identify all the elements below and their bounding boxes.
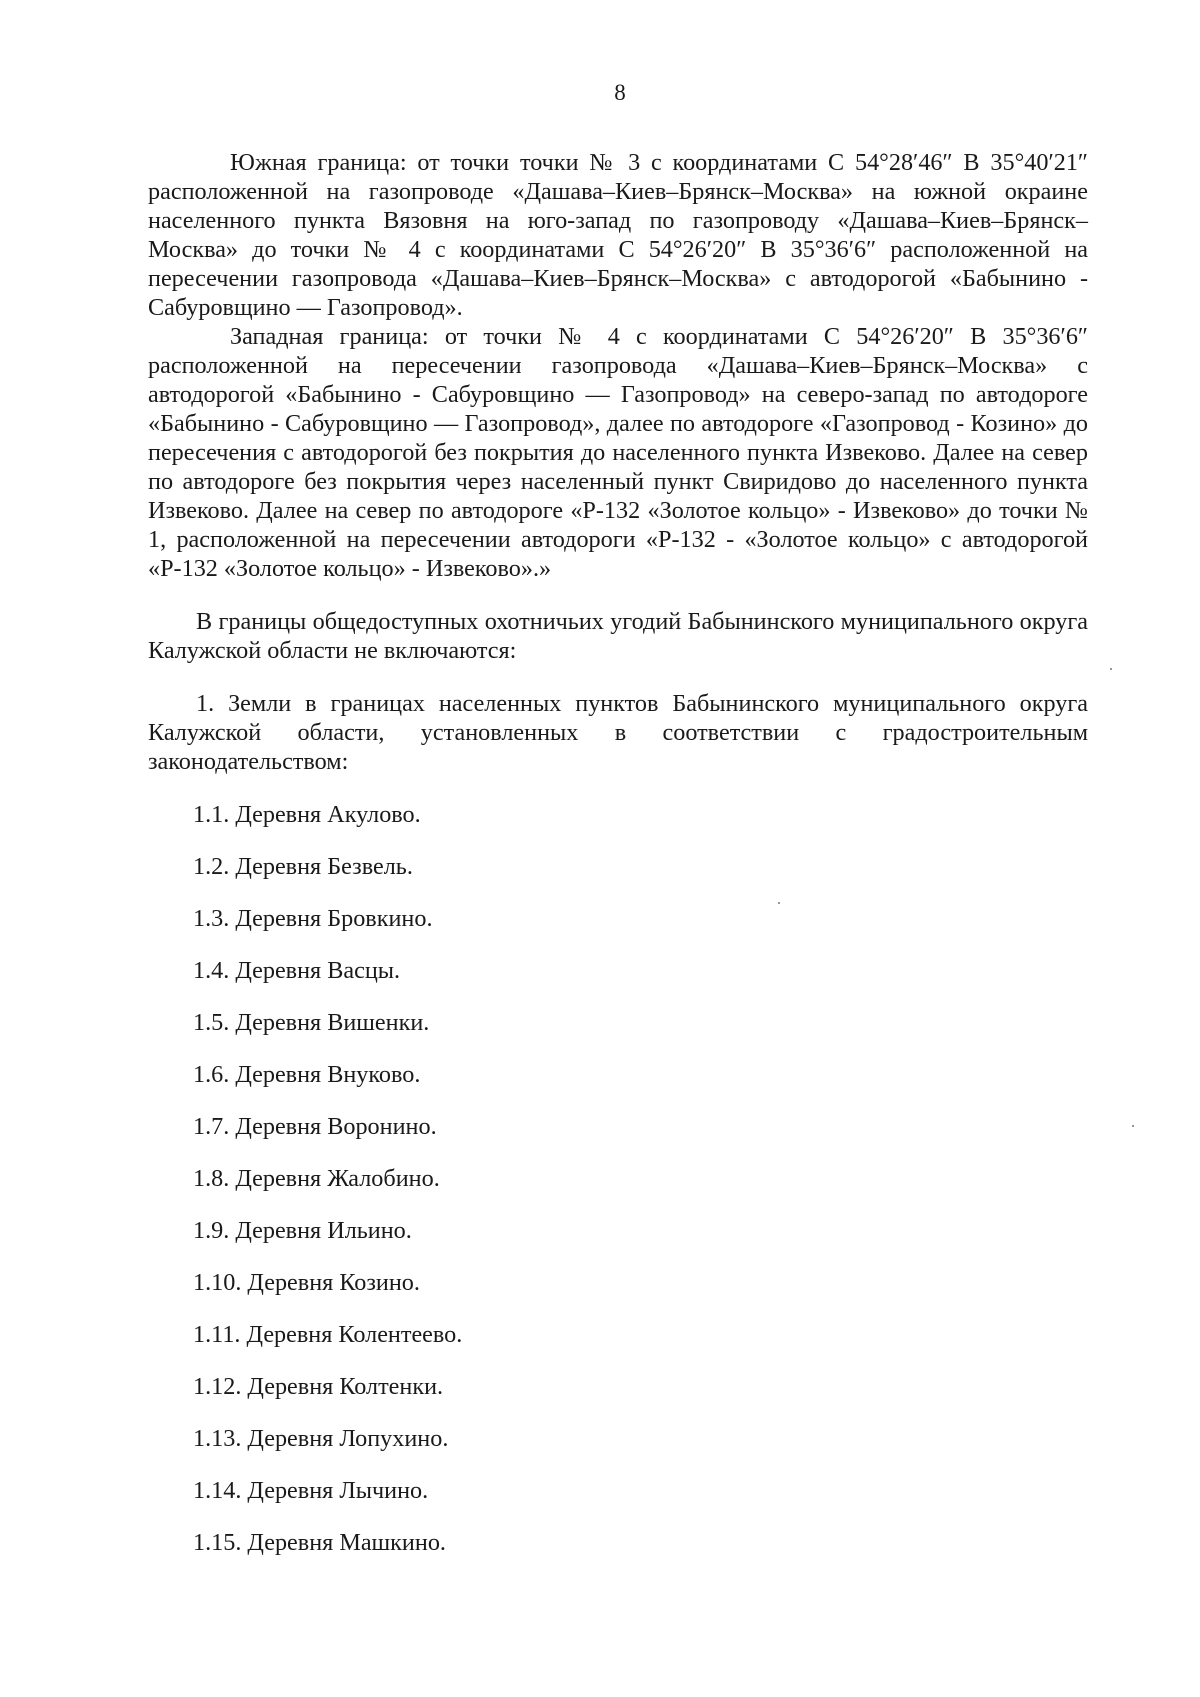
list-item: 1.8. Деревня Жалобино. xyxy=(193,1165,440,1192)
list-item: 1.7. Деревня Воронино. xyxy=(193,1113,437,1140)
section-1-heading: 1. Земли в границах населенных пунктов Бабынинского муниципального округа Калужской области, установленных в соответствии с градостроительным законодательством: xyxy=(148,690,1088,775)
list-item: 1.15. Деревня Машкино. xyxy=(193,1529,446,1556)
western-boundary-paragraph: Западная граница: от точки № 4 с координатами С 54°26′20″ В 35°36′6″ расположенной на пересечении газопровода «Дашава–Киев–Брянск–Москва» с автодорогой «Бабынино - Сабуровщино — Газопровод» на северо-запад по автодороге «Бабынино - Сабуровщино — Газопровод», далее по автодороге «Газопровод - Козино» до пересечения с автодорогой без покрытия до населенного пункта Извеково. Далее на север по автодороге без покрытия через населенный пункт Свиридово до населенного пункта Извеково. Далее на север по автодороге «Р-132 «Золотое кольцо» - Извеково» до точки № 1, расположенной на пересечении автодороги «Р-132 - «Золотое кольцо» с автодорогой «Р-132 «Золотое кольцо» - Извеково».» xyxy=(148,323,1088,582)
list-item: 1.4. Деревня Васцы. xyxy=(193,957,401,984)
list-item: 1.12. Деревня Колтенки. xyxy=(193,1373,444,1400)
list-item: 1.9. Деревня Ильино. xyxy=(193,1217,412,1244)
scan-speck xyxy=(1110,668,1112,670)
southern-boundary-paragraph: Южная граница: от точки точки № 3 с координатами С 54°28′46″ В 35°40′21″ расположенной на газопроводе «Дашава–Киев–Брянск–Москва» на южной окраине населенного пункта Вязовня на юго-запад по газопроводу «Дашава–Киев–Брянск–Москва» до точки № 4 с координатами С 54°26′20″ В 35°36′6″ расположенной на пересечении газопровода «Дашава–Киев–Брянск–Москва» с автодорогой «Бабынино - Сабуровщино — Газопровод». xyxy=(148,149,1088,321)
list-item: 1.14. Деревня Лычино. xyxy=(193,1477,429,1504)
document-body xyxy=(148,148,1088,1580)
list-item: 1.6. Деревня Внуково. xyxy=(193,1061,421,1088)
list-item: 1.10. Деревня Козино. xyxy=(193,1269,420,1296)
page-number: 8 xyxy=(614,80,626,105)
exclusions-intro-paragraph: В границы общедоступных охотничьих угодий Бабынинского муниципального округа Калужской области не включаются: xyxy=(148,608,1088,664)
list-item: 1.2. Деревня Безвель. xyxy=(193,853,413,880)
list-item: 1.13. Деревня Лопухино. xyxy=(193,1425,449,1452)
list-item: 1.11. Деревня Колентеево. xyxy=(193,1321,463,1348)
list-item: 1.5. Деревня Вишенки. xyxy=(193,1009,430,1036)
list-item: 1.3. Деревня Бровкино. xyxy=(193,905,433,932)
scan-speck xyxy=(778,902,780,904)
list-item: 1.1. Деревня Акулово. xyxy=(193,801,421,828)
villages-list xyxy=(148,800,1088,1580)
scan-speck xyxy=(1132,1125,1134,1127)
